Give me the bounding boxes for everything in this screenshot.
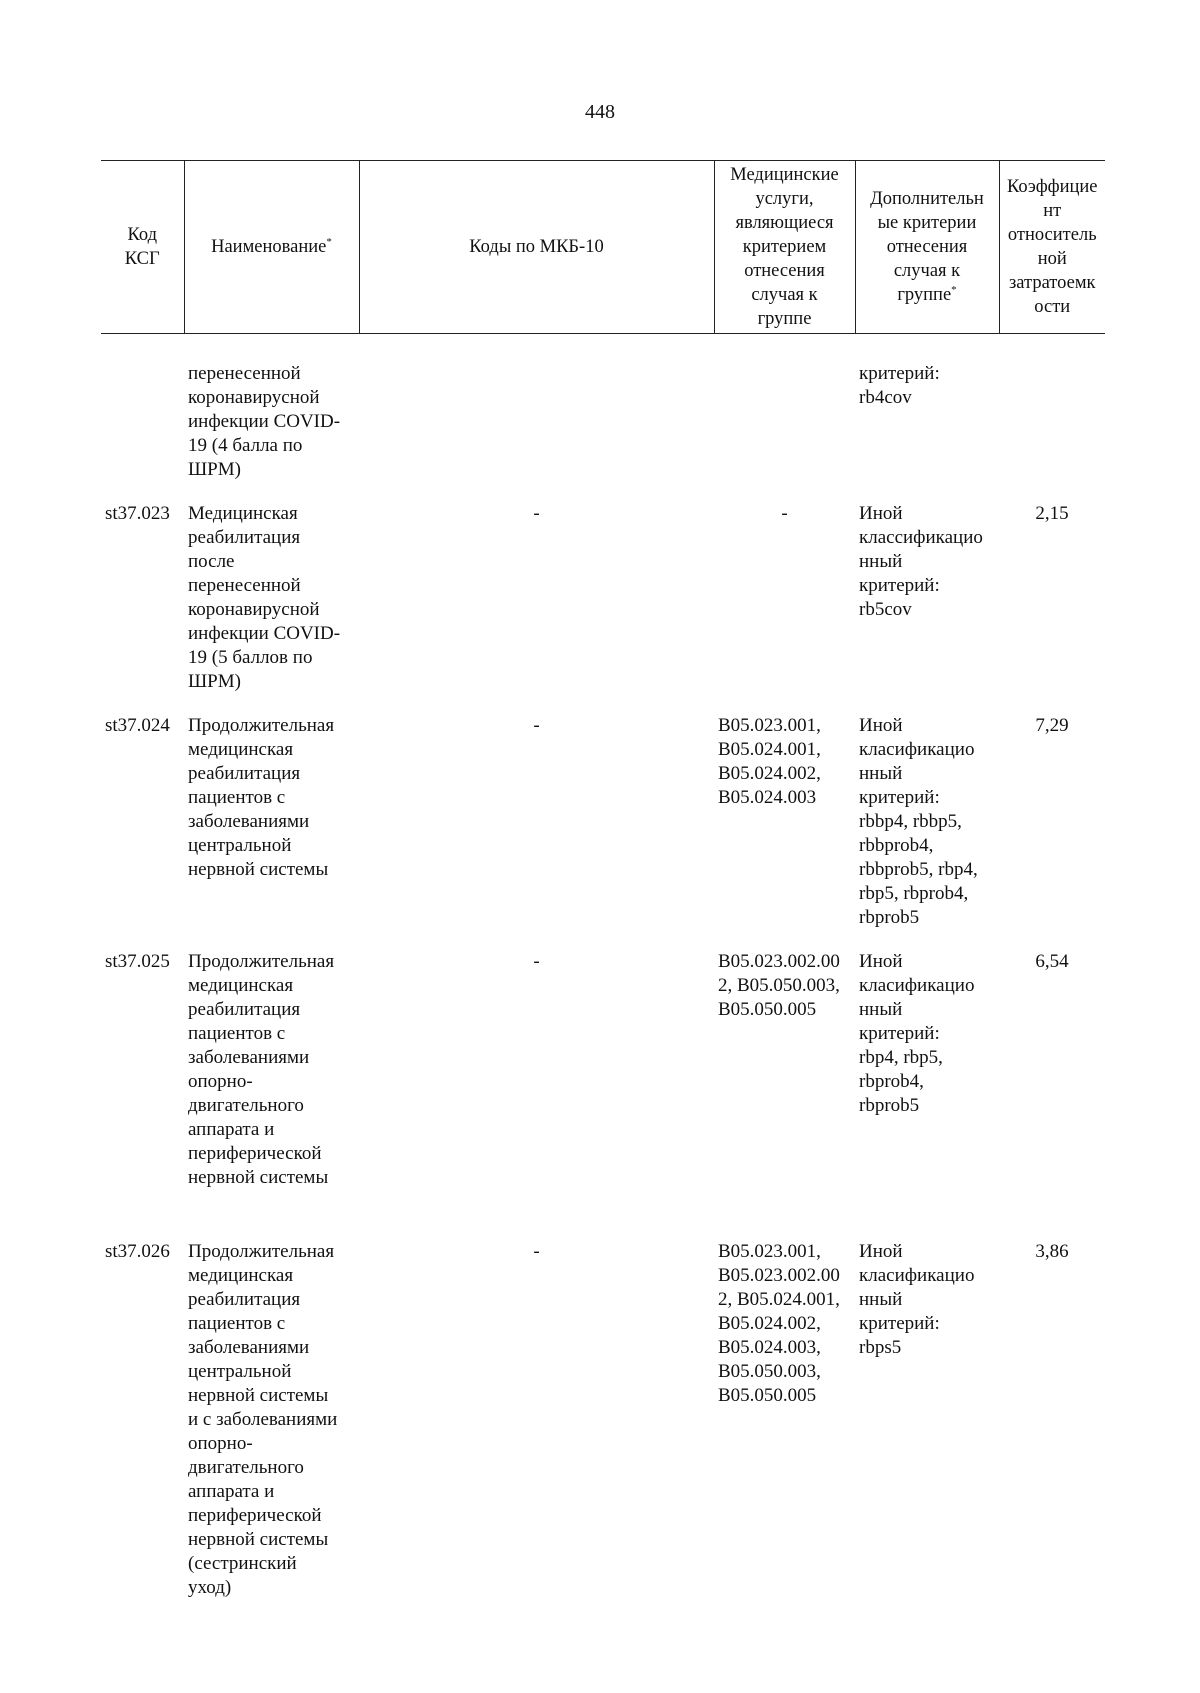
cell-coef: 7,29 (1035, 715, 1069, 736)
header-coef-label: Коэффицие нт относитель ной затратоемк ости (1006, 177, 1098, 317)
cell-coef (999, 334, 1105, 503)
header-name (184, 161, 359, 334)
cell-services: B05.023.002.00 2, B05.050.003, B05.050.005 (718, 951, 840, 1020)
cell-code: st37.023 (105, 503, 170, 524)
cell-criteria: критерий: rb4cov (859, 363, 940, 408)
cell-code (101, 334, 184, 503)
cell-name: Продолжительная медицинская реабилитация пациентов с заболеваниями опорно- двигательного аппарата и периферической нервной системы (188, 951, 335, 1188)
header-services (714, 161, 855, 334)
cell-mkb: - (533, 715, 540, 736)
cell-coef: 6,54 (1035, 951, 1069, 972)
table-row (101, 334, 1105, 503)
cell-mkb (359, 334, 714, 503)
table-row (101, 1210, 1105, 1620)
header-services-label: Медицинские услуги, являющиеся критерием отнесения случая к группе (730, 165, 839, 329)
cell-code: st37.026 (105, 1241, 170, 1262)
cell-code: st37.024 (105, 715, 170, 736)
cell-name: перенесенной коронавирусной инфекции COVID- 19 (4 балла по ШРМ) (188, 363, 341, 480)
ksg-table (101, 160, 1105, 1620)
header-mkb-label: Коды по МКБ-10 (469, 237, 604, 257)
cell-mkb: - (533, 951, 540, 972)
table-row (101, 950, 1105, 1210)
cell-mkb: - (533, 1241, 540, 1262)
header-code (101, 161, 184, 334)
header-criteria-label: Дополнительн ые критерии отнесения случая к группе (870, 189, 984, 305)
header-coef (999, 161, 1105, 334)
cell-name: Медицинская реабилитация после перенесенной коронавирусной инфекции COVID- 19 (5 баллов по ШРМ) (188, 503, 341, 692)
header-mkb (359, 161, 714, 334)
header-criteria-footnote-mark: * (951, 283, 957, 296)
header-name-footnote-mark: * (326, 235, 332, 248)
cell-services: - (781, 503, 788, 524)
header-name-label: Наименование (211, 237, 327, 257)
cell-criteria: Иной классификацио нный критерий: rb5cov (859, 503, 983, 620)
cell-name: Продолжительная медицинская реабилитация пациентов с заболеваниями центральной нервной системы и с заболеваниями опорно- двигательного аппарата и периферической нервной системы (сестринский уход) (188, 1241, 338, 1598)
cell-services (714, 334, 855, 503)
table-row (101, 714, 1105, 950)
table-header-row (101, 161, 1105, 334)
header-code-label: Код КСГ (124, 225, 160, 269)
cell-code: st37.025 (105, 951, 170, 972)
header-criteria (855, 161, 999, 334)
cell-coef: 3,86 (1035, 1241, 1069, 1262)
cell-criteria: Иной класификацио нный критерий: rbp4, rbp5, rbprob4, rbprob5 (859, 951, 975, 1116)
cell-services: B05.023.001, B05.024.001, B05.024.002, B05.024.003 (718, 715, 821, 808)
cell-services: B05.023.001, B05.023.002.00 2, B05.024.001, B05.024.002, B05.024.003, B05.050.003, B05.050.005 (718, 1241, 840, 1406)
cell-criteria: Иной класификацио нный критерий: rbps5 (859, 1241, 975, 1358)
table-row (101, 502, 1105, 714)
page-number: 448 (585, 101, 615, 123)
cell-mkb: - (533, 503, 540, 524)
cell-name: Продолжительная медицинская реабилитация пациентов с заболеваниями центральной нервной системы (188, 715, 335, 880)
cell-coef: 2,15 (1035, 503, 1069, 524)
cell-criteria: Иной класификацио нный критерий: rbbp4, rbbp5, rbbprob4, rbbprob5, rbp4, rbp5, rbprob4, rbprob5 (859, 715, 978, 928)
